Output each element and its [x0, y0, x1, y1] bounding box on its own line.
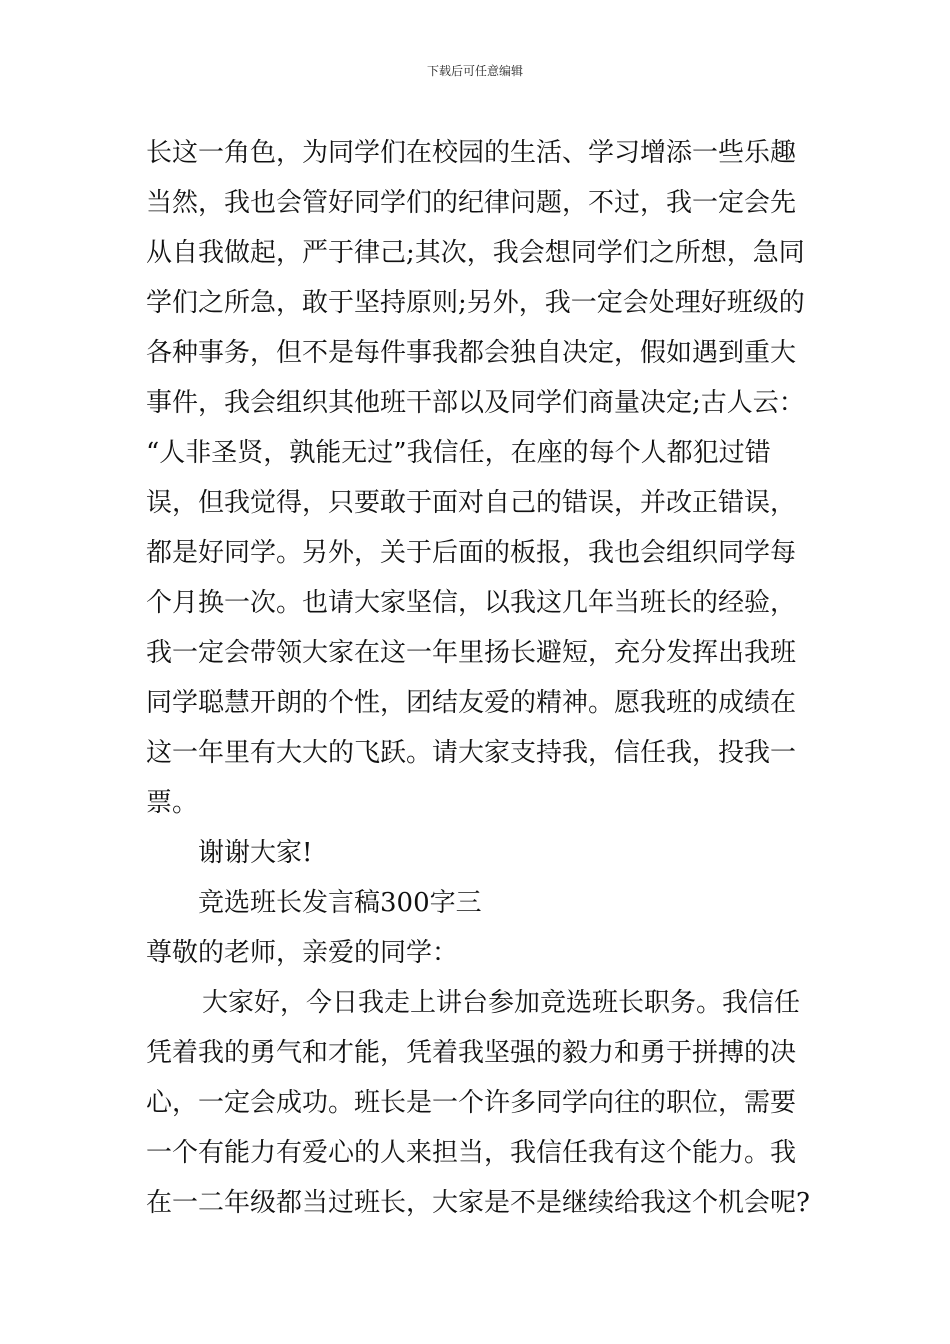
- section-title: 竞选班长发言稿300字三: [198, 888, 482, 918]
- paragraph-line: 从自我做起，严于律己;其次，我会想同学们之所想，急同: [146, 238, 805, 268]
- paragraph-line: “人非圣贤，孰能无过”我信任，在座的每个人都犯过错: [146, 438, 771, 468]
- thanks-line: 谢谢大家!: [198, 838, 313, 868]
- document-body: [146, 128, 810, 1228]
- paragraph-line: 大家好，今日我走上讲台参加竞选班长职务。我信任: [202, 988, 801, 1018]
- paragraph-line: 同学聪慧开朗的个性，团结友爱的精神。愿我班的成绩在: [146, 688, 797, 718]
- paragraph-line: 我一定会带领大家在这一年里扬长避短，充分发挥出我班: [146, 638, 797, 668]
- paragraph-line: 事件，我会组织其他班干部以及同学们商量决定;古人云：: [146, 388, 805, 418]
- paragraph-line: 票。: [146, 788, 199, 818]
- paragraph-line: 一个有能力有爱心的人来担当，我信任我有这个能力。我: [146, 1138, 797, 1168]
- greeting-line: 尊敬的老师，亲爱的同学：: [146, 938, 459, 968]
- paragraph-line: 长这一角色，为同学们在校园的生活、学习增添一些乐趣: [146, 138, 797, 168]
- paragraph-line: 学们之所急，敢于坚持原则;另外，我一定会处理好班级的: [146, 288, 805, 318]
- paragraph-line: 都是好同学。另外，关于后面的板报，我也会组织同学每: [146, 538, 797, 568]
- paragraph-line: 各种事务，但不是每件事我都会独自决定，假如遇到重大: [146, 338, 797, 368]
- paragraph-line: 个月换一次。也请大家坚信，以我这几年当班长的经验，: [146, 588, 797, 618]
- page-header-note: 下载后可任意编辑: [426, 64, 523, 78]
- paragraph-line: 心，一定会成功。班长是一个许多同学向往的职位，需要: [146, 1088, 797, 1118]
- paragraph-line: 这一年里有大大的飞跃。请大家支持我，信任我，投我一: [146, 738, 797, 768]
- paragraph-line: 当然，我也会管好同学们的纪律问题，不过，我一定会先: [146, 188, 797, 218]
- paragraph-line: 在一二年级都当过班长，大家是不是继续给我这个机会呢?: [146, 1188, 810, 1218]
- paragraph-line: 凭着我的勇气和才能，凭着我坚强的毅力和勇于拼搏的决: [146, 1038, 797, 1068]
- paragraph-line: 误，但我觉得，只要敢于面对自己的错误，并改正错误，: [146, 488, 797, 518]
